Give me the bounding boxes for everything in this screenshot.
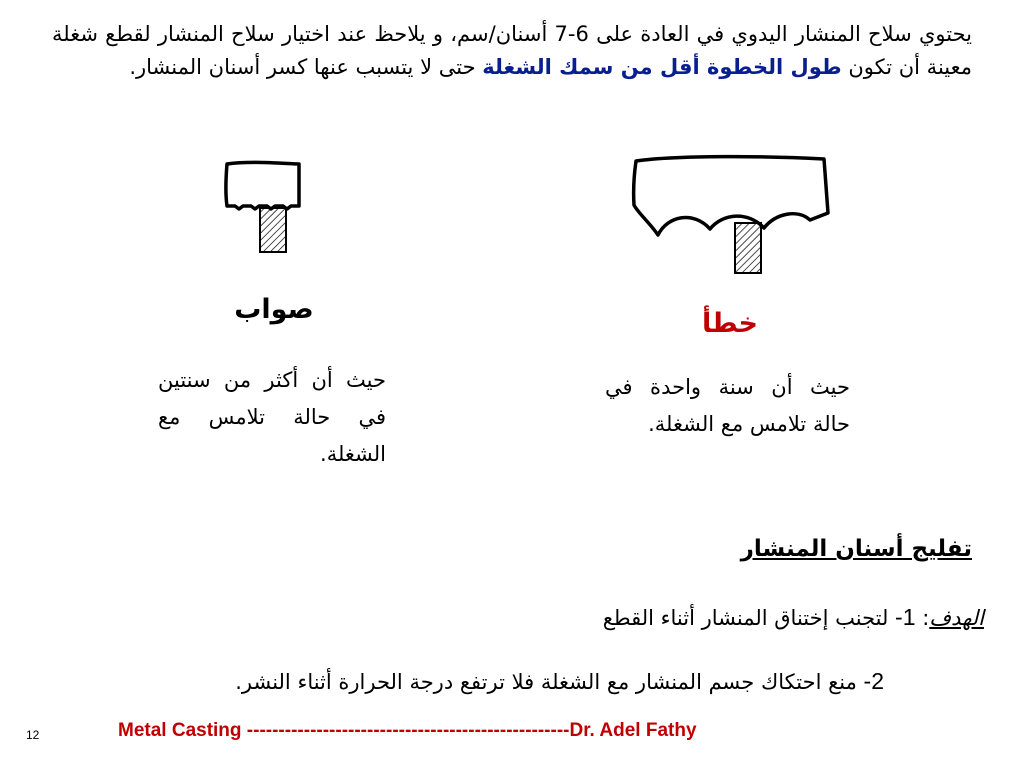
goal-line [603,604,984,631]
goal-label: الهدف [929,606,984,630]
item2-text: منع احتكاك جسم المنشار مع الشغلة فلا ترتفع درجة الحرارة أثناء النشر. [235,670,864,694]
footer-text: Metal Casting ---------------------------------------------------Dr. Adel Fathy [118,720,697,741]
wrong-label: خطأ [702,308,758,339]
item2-number: 2- [863,668,884,694]
section-heading: تفليج أسنان المنشار [740,536,972,562]
saw-blade-coarse-teeth [634,157,828,235]
workpiece [735,223,761,273]
footer [0,720,1024,750]
item1-number: 1- [895,604,916,630]
wrong-description: حيث أن سنة واحدة في حالة تلامس مع الشغلة. [605,375,850,436]
workpiece [260,208,286,252]
correct-description: حيث أن أكثر من سنتين في حالة تلامس مع الشغلة. [158,368,386,466]
page-number: 12 [26,728,40,742]
wrong-saw-diagram [628,153,838,278]
item1-text: لتجنب إختناق المنشار أثناء القطع [602,606,896,630]
goal-separator: : [915,606,930,630]
correct-label: صواب [234,294,314,325]
intro-highlight: طول الخطوة أقل من سمك الشغلة [482,55,842,79]
intro-text-part2: حتى لا يتسبب عنها كسر أسنان المنشار. [129,55,483,79]
intro-text-part1: يحتوي سلاح المنشار اليدوي في العادة على 6-7 أسنان/سم، و يلاحظ عند اختيار سلاح المنشار لقطع شغلة معينة أن تكون [52,22,972,79]
saw-blade-fine-teeth [226,162,299,209]
intro-paragraph [52,18,972,84]
correct-saw-diagram [215,158,315,280]
item2-line [235,668,884,695]
